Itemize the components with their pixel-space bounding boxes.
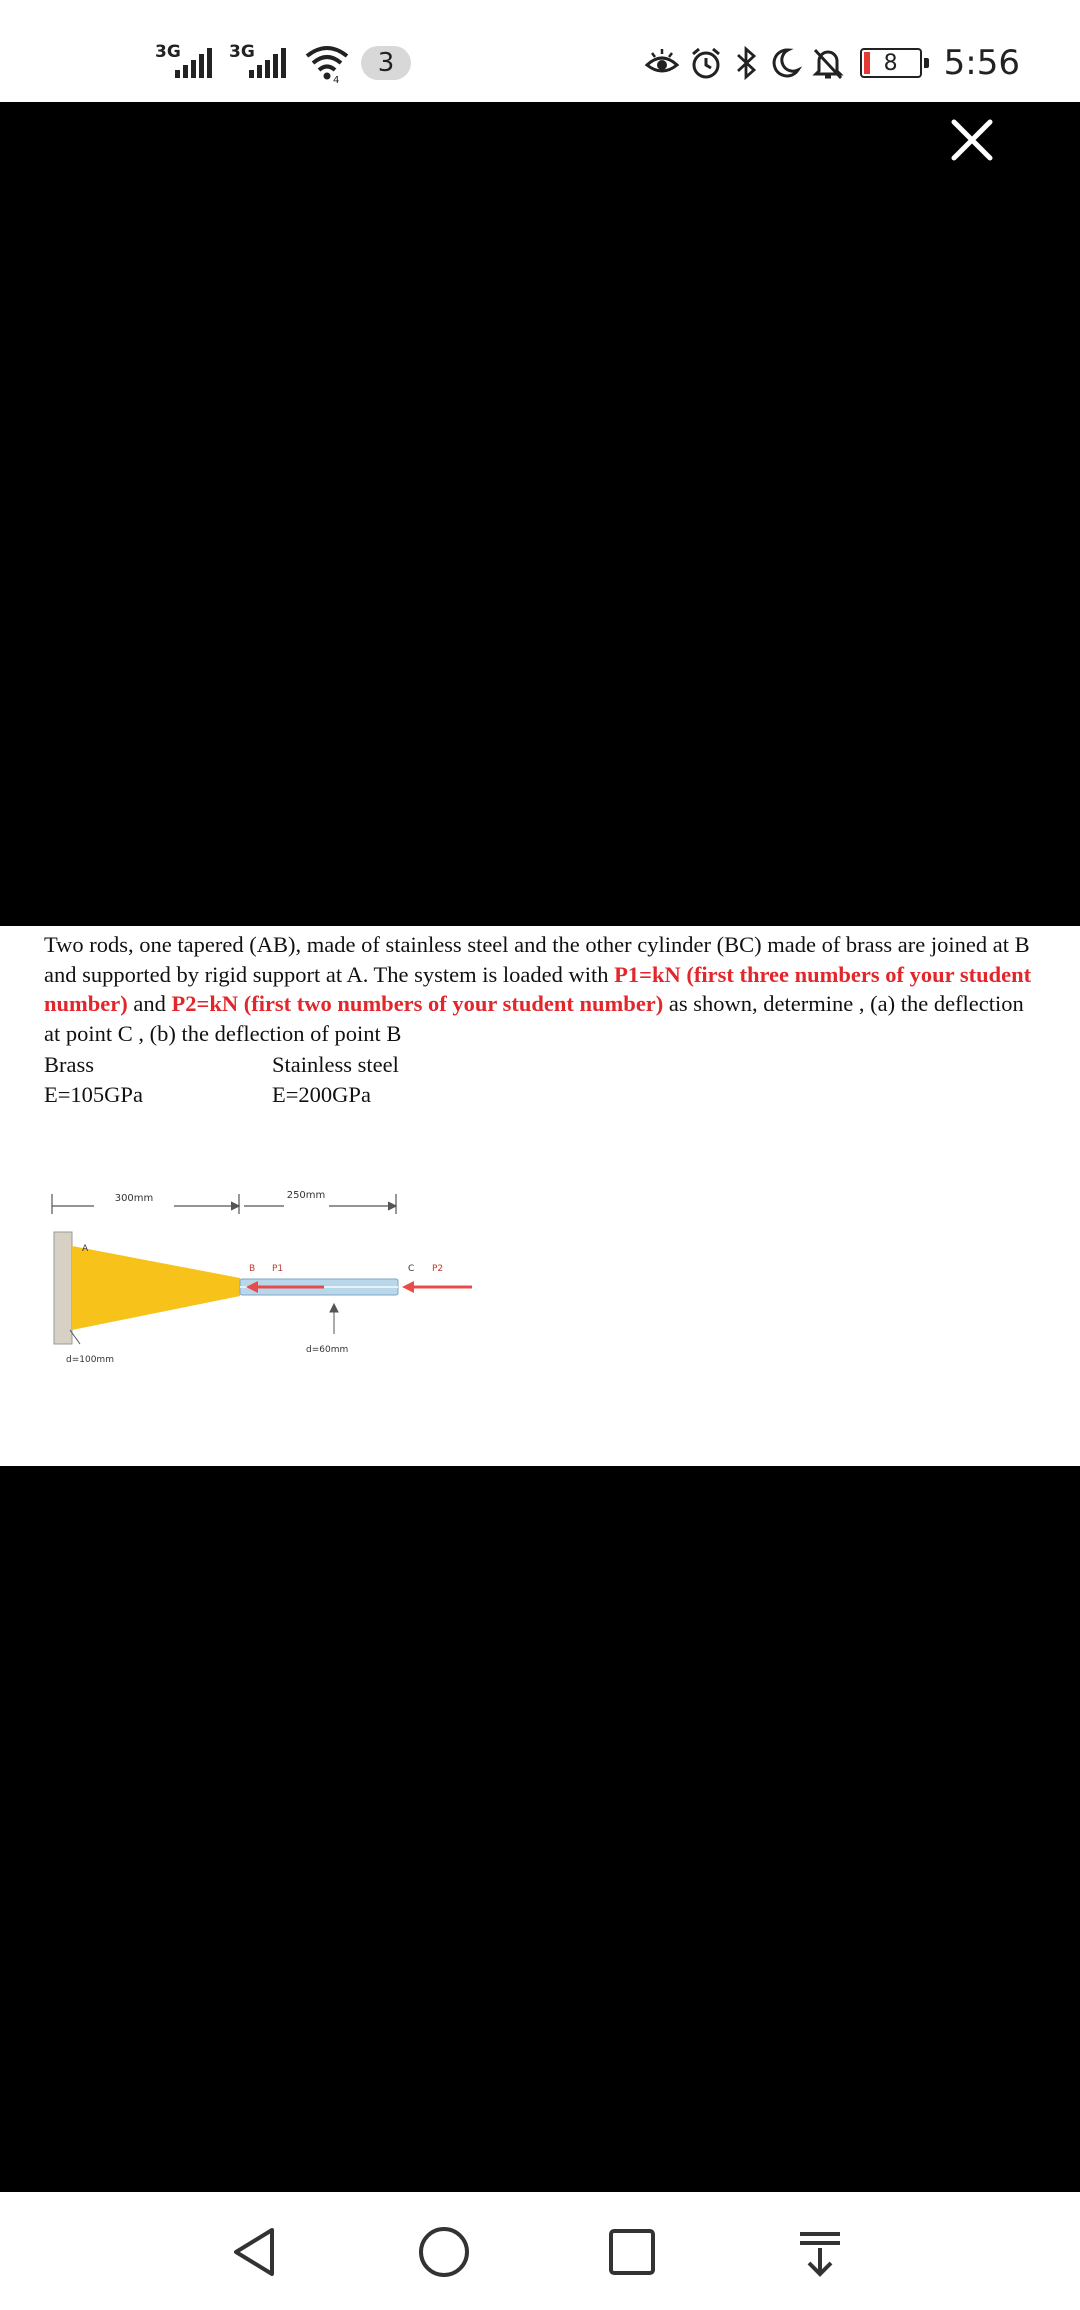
point-b-label: B xyxy=(249,1264,256,1274)
notification-count-badge: 3 xyxy=(361,46,411,80)
battery-icon xyxy=(860,48,922,78)
load-p2-label: P2 xyxy=(432,1264,444,1274)
battery-level: 8 xyxy=(883,50,898,76)
point-a-label: A xyxy=(82,1244,89,1254)
alarm-icon xyxy=(688,45,724,81)
brass-label: Brass xyxy=(44,1052,94,1077)
dim-bc-label: 250mm xyxy=(286,1190,326,1201)
steel-modulus: E=200GPa xyxy=(272,1081,371,1107)
network-type-2: 3G xyxy=(229,42,255,62)
back-icon[interactable] xyxy=(226,2222,286,2282)
home-icon[interactable] xyxy=(414,2222,474,2282)
dia-a-label: d=100mm xyxy=(66,1355,114,1365)
svg-text:4: 4 xyxy=(333,75,340,84)
moon-icon xyxy=(768,45,802,81)
load-p1-label: P1 xyxy=(272,1264,284,1274)
steel-properties xyxy=(272,1050,512,1109)
dia-bc-label: d=60mm xyxy=(306,1345,349,1355)
brass-modulus: E=105GPa xyxy=(44,1081,143,1107)
problem-intro: Two rods, one tapered (AB), made of stainless steel and the other cylinder (BC) made of brass are joined at B and supported by rigid support at A. The system is loaded with xyxy=(44,932,1030,987)
notification-pull-icon[interactable] xyxy=(790,2222,850,2282)
clock: 5:56 xyxy=(943,43,1020,83)
steel-label: Stainless steel xyxy=(272,1052,399,1077)
p2-instruction: P2=kN (first two numbers of your student number) xyxy=(171,991,664,1016)
wifi-icon xyxy=(303,42,351,84)
bluetooth-icon xyxy=(732,45,760,81)
point-c-label: C xyxy=(408,1264,415,1274)
close-icon[interactable] xyxy=(944,112,1000,168)
recents-icon[interactable] xyxy=(602,2222,662,2282)
dim-ab-label: 300mm xyxy=(114,1193,154,1204)
rigid-support xyxy=(54,1232,72,1344)
network-type-1: 3G xyxy=(155,42,181,62)
mute-icon xyxy=(810,45,846,81)
navigation-bar xyxy=(0,2192,1080,2310)
status-bar xyxy=(0,0,1080,102)
signal-icon-2 xyxy=(229,42,291,84)
tapered-rod-ab xyxy=(72,1246,240,1330)
brass-properties xyxy=(44,1050,284,1109)
status-right-group xyxy=(644,38,1020,88)
eye-icon xyxy=(644,45,680,81)
signal-icon xyxy=(155,42,217,84)
p1-instruction: P1=kN (first three numbers of your student number) xyxy=(44,961,1032,1016)
problem-question: as shown, determine , (a) the deflection at point C , (b) the deflection of point B xyxy=(44,991,1024,1046)
and-text: and xyxy=(127,991,172,1016)
load-p2-arrow xyxy=(402,1281,472,1293)
dimension-lines xyxy=(52,1194,396,1214)
document-image[interactable] xyxy=(0,926,1080,1466)
rod-diagram xyxy=(44,1166,504,1366)
problem-statement xyxy=(44,930,1044,1048)
status-left-group xyxy=(155,38,411,88)
